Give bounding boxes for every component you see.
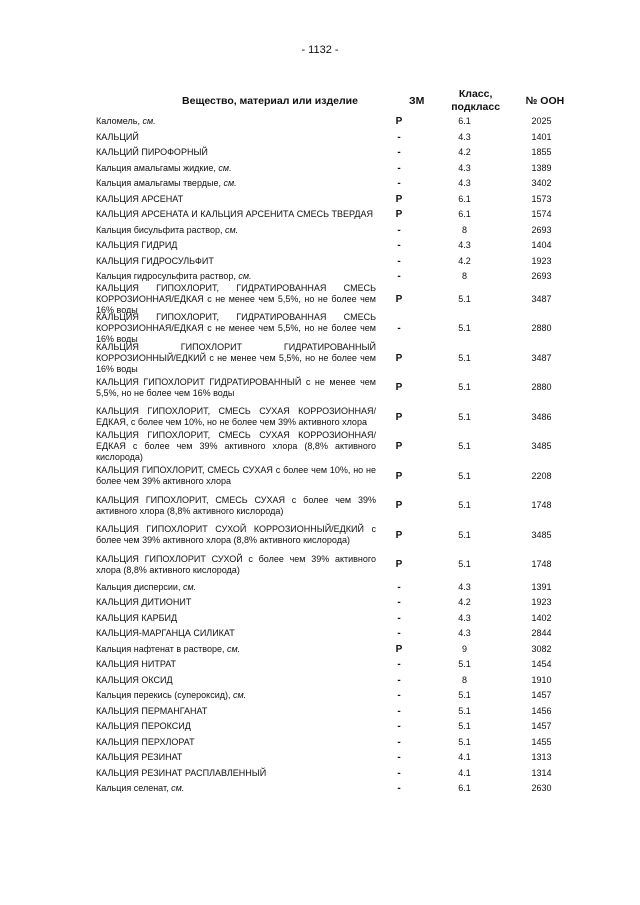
substance-name-text: КАЛЬЦИЯ ГИПОХЛОРИТ, СМЕСЬ СУХАЯ КОРРОЗИОННАЯ/ЕДКАЯ, с более чем 10%, но не более чем 39% активного хлора: [96, 406, 376, 428]
hazard-class: 4.2: [458, 597, 471, 608]
table-row: [96, 491, 576, 521]
hazard-class: 6.1: [458, 193, 471, 204]
table-row: [96, 657, 576, 673]
substance-name-text: КАЛЬЦИЯ ГИПОХЛОРИТ, ГИДРАТИРОВАННАЯ СМЕСЬ КОРРОЗИОННАЯ/ЕДКАЯ с не менее чем 5,5%, но не более чем 16% воды: [96, 282, 376, 315]
substance-name-text: КАЛЬЦИЯ АРСЕНАТ: [96, 193, 184, 204]
hazard-class: 5.1: [458, 736, 471, 747]
table-row: [96, 766, 576, 782]
marine-pollutant: P: [395, 441, 403, 453]
marine-pollutant: -: [397, 597, 401, 609]
marine-pollutant: -: [397, 783, 401, 795]
marine-pollutant: -: [397, 131, 401, 143]
hazard-class: 6.1: [458, 116, 471, 127]
header-class: [437, 88, 514, 114]
see-reference: см.: [226, 643, 241, 654]
substance-name-text: КАЛЬЦИЯ РЕЗИНАТ: [96, 752, 183, 763]
substance-table: [96, 88, 576, 797]
marine-pollutant: -: [397, 224, 401, 236]
header-class-line2: подкласс: [451, 101, 501, 113]
substance-name: [96, 465, 376, 487]
hazard-class: 5.1: [458, 500, 471, 511]
un-number: 1855: [531, 147, 552, 158]
table-row: [96, 688, 576, 704]
header-class-line1: Класс,: [458, 88, 493, 100]
un-number: 1389: [531, 162, 552, 173]
table-row: [96, 432, 576, 462]
table-row: [96, 521, 576, 551]
table-row: [96, 719, 576, 735]
un-number: 1573: [531, 193, 552, 204]
hazard-class: 4.3: [458, 612, 471, 623]
hazard-class: 5.1: [458, 382, 471, 393]
hazard-class: 4.1: [458, 767, 471, 778]
substance-name-text: Кальция перекись (супероксид),: [96, 690, 233, 701]
substance-name-text: КАЛЬЦИЯ ГИПОХЛОРИТ, СМЕСЬ СУХАЯ с более чем 10%, но не более чем 39% активного хлора: [96, 465, 376, 487]
substance-name-text: КАЛЬЦИЯ ДИТИОНИТ: [96, 597, 192, 608]
substance-name-text: КАЛЬЦИЯ ГИПОХЛОРИТ, ГИДРАТИРОВАННАЯ СМЕСЬ КОРРОЗИОННАЯ/ЕДКАЯ с не менее чем 5,5%, но не более чем 16% воды: [96, 312, 376, 345]
substance-name-text: КАЛЬЦИЯ АРСЕНАТА И КАЛЬЦИЯ АРСЕНИТА СМЕСЬ ТВЕРДАЯ: [96, 209, 374, 220]
substance-name: [96, 752, 376, 763]
table-row: [96, 781, 576, 797]
substance-name: [96, 524, 376, 546]
marine-pollutant: P: [395, 193, 403, 205]
substance-name: [96, 659, 376, 670]
hazard-class: 5.1: [458, 559, 471, 570]
substance-name: [96, 271, 376, 282]
hazard-class: 4.3: [458, 162, 471, 173]
hazard-class: 4.3: [458, 131, 471, 142]
un-number: 3402: [531, 178, 552, 189]
un-number: 1314: [531, 767, 552, 778]
substance-name: [96, 283, 376, 316]
marine-pollutant: -: [397, 767, 401, 779]
substance-name-text: КАЛЬЦИЯ ГИПОХЛОРИТ, СМЕСЬ СУХАЯ с более чем 39% активного хлора (8,8% активного кислорода): [96, 494, 376, 516]
un-number: 1574: [531, 209, 552, 220]
substance-name-text: Кальция амальгамы твердые,: [96, 178, 224, 189]
marine-pollutant: P: [395, 116, 403, 128]
substance-name: [96, 256, 376, 267]
table-row: [96, 254, 576, 270]
substance-name: [96, 312, 376, 345]
substance-name: [96, 628, 376, 639]
substance-name-text: Кальция нафтенат в растворе,: [96, 643, 227, 654]
substance-name-text: КАЛЬЦИЯ ГИПОХЛОРИТ, СМЕСЬ СУХАЯ КОРРОЗИОННАЯ/ЕДКАЯ с более чем 39% активного хлора (8,8% активного кислорода): [96, 430, 376, 463]
un-number: 1402: [531, 612, 552, 623]
marine-pollutant: -: [397, 721, 401, 733]
hazard-class: 5.1: [458, 721, 471, 732]
substance-name-text: КАЛЬЦИЯ ГИДРИД: [96, 240, 178, 251]
substance-name-text: КАЛЬЦИЯ ПЕРОКСИД: [96, 721, 191, 732]
substance-name: [96, 225, 376, 236]
un-number: 2025: [531, 116, 552, 127]
hazard-class: 5.1: [458, 470, 471, 481]
table-row: [96, 176, 576, 192]
header-un: № ООН: [525, 94, 565, 107]
un-number: 2880: [531, 382, 552, 393]
hazard-class: 6.1: [458, 209, 471, 220]
table-row: [96, 238, 576, 254]
table-row: [96, 403, 576, 433]
un-number: 1456: [531, 705, 552, 716]
substance-name: [96, 613, 376, 624]
substance-name-text: КАЛЬЦИЙ: [96, 131, 139, 142]
substance-name-text: КАЛЬЦИЯ ГИПОХЛОРИТ ГИДРАТИРОВАННЫЙ с не менее чем 5,5%, но не более чем 16% воды: [96, 376, 376, 398]
hazard-class: 4.3: [458, 581, 471, 592]
table-row: [96, 642, 576, 658]
hazard-class: 5.1: [458, 690, 471, 701]
table-row: [96, 462, 576, 492]
marine-pollutant: P: [395, 411, 403, 423]
un-number: 1454: [531, 659, 552, 670]
substance-name: [96, 768, 376, 779]
hazard-class: 8: [461, 224, 467, 235]
hazard-class: 5.1: [458, 705, 471, 716]
substance-name-text: КАЛЬЦИЯ ГИДРОСУЛЬФИТ: [96, 255, 214, 266]
substance-name-text: Кальция селенат,: [96, 783, 172, 794]
hazard-class: 5.1: [458, 411, 471, 422]
substance-name-text: КАЛЬЦИЯ КАРБИД: [96, 612, 178, 623]
hazard-class: 5.1: [458, 441, 471, 452]
substance-name: [96, 737, 376, 748]
marine-pollutant: -: [397, 690, 401, 702]
table-row: [96, 580, 576, 596]
marine-pollutant: P: [395, 293, 403, 305]
hazard-class: 8: [461, 674, 467, 685]
see-reference: см.: [171, 783, 185, 794]
substance-name: [96, 163, 376, 174]
substance-name: [96, 495, 376, 517]
un-number: 2880: [531, 323, 552, 334]
hazard-class: 4.2: [458, 255, 471, 266]
header-name: Вещество, материал или изделие: [182, 95, 358, 107]
substance-name: [96, 597, 376, 608]
marine-pollutant: -: [397, 178, 401, 190]
see-reference: см.: [224, 224, 239, 235]
substance-name: [96, 377, 376, 399]
marine-pollutant: P: [395, 352, 403, 364]
table-row: [96, 282, 576, 315]
substance-name: [96, 406, 376, 428]
substance-name-text: КАЛЬЦИЯ РЕЗИНАТ РАСПЛАВЛЕННЫЙ: [96, 767, 267, 778]
un-number: 1748: [531, 559, 552, 570]
un-number: 1391: [531, 581, 552, 592]
hazard-class: 5.1: [458, 323, 471, 334]
header-ml: ЗМ: [409, 94, 425, 107]
marine-pollutant: -: [397, 628, 401, 640]
substance-name: [96, 430, 376, 463]
table-row: [96, 704, 576, 720]
table-row: [96, 550, 576, 580]
hazard-class: 4.3: [458, 240, 471, 251]
un-number: 1457: [531, 721, 552, 732]
marine-pollutant: P: [395, 559, 403, 571]
marine-pollutant: -: [397, 752, 401, 764]
hazard-class: 8: [461, 271, 467, 282]
substance-name-text: КАЛЬЦИЯ ГИПОХЛОРИТ СУХОЙ КОРРОЗИОННЫЙ/ЕДКИЙ с более чем 39% активного хлора (8,8% активного кислорода): [96, 524, 376, 546]
substance-name-text: Кальция амальгамы жидкие,: [96, 162, 219, 173]
un-number: 1457: [531, 690, 552, 701]
un-number: 3485: [531, 529, 552, 540]
un-number: 3082: [531, 643, 552, 654]
un-number: 3487: [531, 352, 552, 363]
substance-name-text: КАЛЬЦИЙ ПИРОФОРНЫЙ: [96, 147, 208, 158]
marine-pollutant: -: [397, 581, 401, 593]
un-number: 1923: [531, 597, 552, 608]
substance-name: [96, 132, 376, 143]
see-reference: см.: [182, 581, 197, 592]
marine-pollutant: P: [395, 382, 403, 394]
table-row: [96, 114, 576, 130]
marine-pollutant: -: [397, 705, 401, 717]
table-row: [96, 314, 576, 344]
hazard-class: 5.1: [458, 352, 471, 363]
substance-name: [96, 342, 376, 375]
marine-pollutant: -: [397, 736, 401, 748]
substance-name: [96, 690, 376, 701]
substance-name-text: КАЛЬЦИЯ-МАРГАНЦА СИЛИКАТ: [96, 628, 235, 639]
substance-name: [96, 644, 376, 655]
un-number: 3486: [531, 411, 552, 422]
marine-pollutant: -: [397, 147, 401, 159]
table-row: [96, 161, 576, 177]
un-number: 3487: [531, 293, 552, 304]
un-number: 2208: [531, 470, 552, 481]
see-reference: см.: [238, 271, 252, 282]
substance-name: [96, 675, 376, 686]
substance-name-text: КАЛЬЦИЯ НИТРАТ: [96, 659, 177, 670]
substance-name-text: КАЛЬЦИЯ ОКСИД: [96, 674, 173, 685]
substance-name-text: КАЛЬЦИЯ ПЕРМАНГАНАТ: [96, 705, 208, 716]
hazard-class: 4.1: [458, 752, 471, 763]
table-row: [96, 595, 576, 611]
un-number: 1455: [531, 736, 552, 747]
see-reference: см.: [233, 690, 247, 701]
un-number: 1401: [531, 131, 552, 142]
un-number: 1910: [531, 674, 552, 685]
marine-pollutant: P: [395, 529, 403, 541]
hazard-class: 4.3: [458, 178, 471, 189]
hazard-class: 5.1: [458, 293, 471, 304]
table-row: [96, 735, 576, 751]
substance-name: [96, 554, 376, 576]
substance-name: [96, 116, 376, 127]
see-reference: см.: [218, 162, 232, 173]
table-row: [96, 673, 576, 689]
un-number: 1404: [531, 240, 552, 251]
substance-name: [96, 582, 376, 593]
marine-pollutant: -: [397, 612, 401, 624]
un-number: 3485: [531, 441, 552, 452]
page-number: - 1132 -: [301, 44, 339, 56]
substance-name: [96, 209, 376, 220]
hazard-class: 4.2: [458, 147, 471, 158]
marine-pollutant: -: [397, 674, 401, 686]
un-number: 2693: [531, 271, 552, 282]
substance-name: [96, 240, 376, 251]
substance-name-text: Каломель,: [96, 116, 143, 127]
marine-pollutant: -: [397, 323, 401, 335]
un-number: 2630: [531, 783, 552, 794]
see-reference: см.: [223, 178, 237, 189]
marine-pollutant: -: [397, 255, 401, 267]
marine-pollutant: P: [395, 209, 403, 221]
hazard-class: 6.1: [458, 783, 471, 794]
substance-name-text: Кальция дисперсии,: [96, 581, 183, 592]
hazard-class: 5.1: [458, 529, 471, 540]
substance-name-text: Кальция бисульфита раствор,: [96, 224, 225, 235]
see-reference: см.: [142, 116, 156, 127]
substance-name: [96, 706, 376, 717]
marine-pollutant: P: [395, 500, 403, 512]
table-row: [96, 626, 576, 642]
substance-name: [96, 721, 376, 732]
hazard-class: 9: [461, 643, 467, 654]
un-number: 2693: [531, 224, 552, 235]
marine-pollutant: P: [395, 643, 403, 655]
table-row: [96, 145, 576, 161]
substance-name: [96, 194, 376, 205]
table-row: [96, 373, 576, 403]
hazard-class: 4.3: [458, 628, 471, 639]
hazard-class: 5.1: [458, 659, 471, 670]
substance-name-text: КАЛЬЦИЯ ГИПОХЛОРИТ СУХОЙ с более чем 39% активного хлора (8,8% активного кислорода): [96, 553, 376, 575]
un-number: 1923: [531, 255, 552, 266]
substance-name-text: КАЛЬЦИЯ ПЕРХЛОРАТ: [96, 736, 195, 747]
table-row: [96, 130, 576, 146]
table-row: [96, 223, 576, 239]
un-number: 1748: [531, 500, 552, 511]
marine-pollutant: -: [397, 271, 401, 283]
marine-pollutant: -: [397, 162, 401, 174]
un-number: 1313: [531, 752, 552, 763]
table-row: [96, 611, 576, 627]
substance-name: [96, 783, 376, 794]
marine-pollutant: -: [397, 240, 401, 252]
table-row: [96, 192, 576, 208]
substance-name: [96, 147, 376, 158]
un-number: 2844: [531, 628, 552, 639]
marine-pollutant: -: [397, 659, 401, 671]
marine-pollutant: P: [395, 470, 403, 482]
table-row: [96, 207, 576, 223]
table-header: [96, 88, 576, 114]
substance-name-text: КАЛЬЦИЯ ГИПОХЛОРИТ ГИДРАТИРОВАННЫЙ КОРРОЗИОННЫЙ/ЕДКИЙ с не менее чем 5,5%, но не более чем 16% воды: [96, 341, 376, 374]
substance-name: [96, 178, 376, 189]
table-row: [96, 341, 576, 374]
table-row: [96, 750, 576, 766]
table-body: [96, 114, 576, 797]
substance-name-text: Кальция гидросульфита раствор,: [96, 271, 239, 282]
